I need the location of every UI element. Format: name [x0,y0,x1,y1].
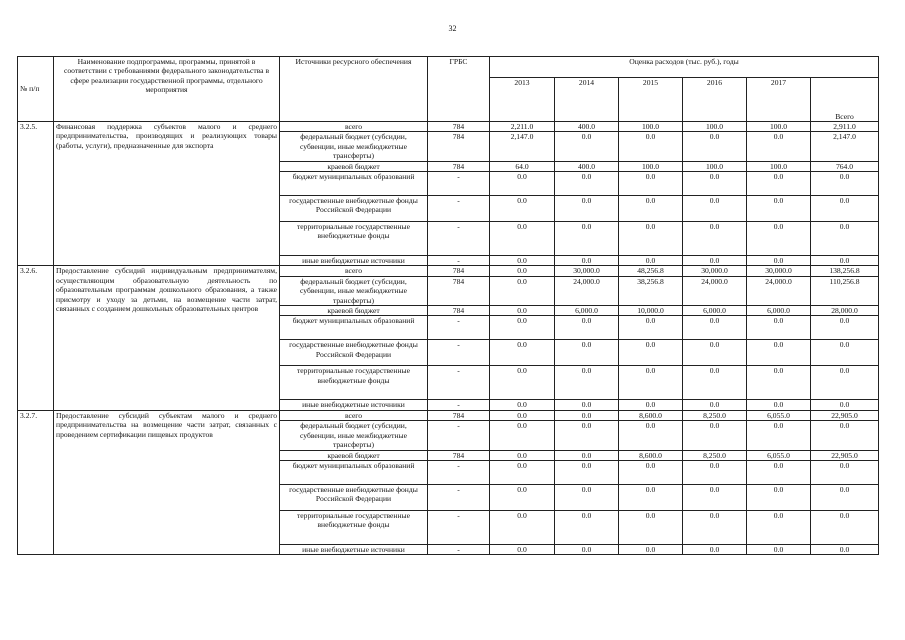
total-value: 0.0 [811,484,879,510]
year-value: 400.0 [555,122,619,132]
year-value: 8,250.0 [683,410,747,420]
year-value: 0.0 [619,196,683,222]
year-value: 0.0 [619,340,683,366]
year-value: 0.0 [490,256,555,266]
total-value: 2,147.0 [811,132,879,161]
year-value: 0.0 [683,544,747,554]
year-value: 48,256.8 [619,266,683,276]
year-value: 6,000.0 [555,306,619,316]
funding-source: всего [280,122,428,132]
year-value: 0.0 [619,510,683,544]
year-value: 0.0 [619,421,683,450]
year-value: 0.0 [747,340,811,366]
funding-source: бюджет муниципальных образований [280,172,428,196]
year-value: 2,147.0 [490,132,555,161]
funding-source: государственные внебюджетные фонды Российской Федерации [280,196,428,222]
year-value: 0.0 [555,196,619,222]
section-number: 3.2.5. [18,122,54,266]
total-value: 28,000.0 [811,306,879,316]
total-value: 0.0 [811,510,879,544]
year-value: 0.0 [747,366,811,400]
year-value: 6,000.0 [683,306,747,316]
header-sources: Источники ресурсного обеспечения [280,57,428,122]
total-value: 764.0 [811,161,879,171]
total-value: 22,905.0 [811,450,879,460]
section-number: 3.2.6. [18,266,54,410]
year-value: 0.0 [619,460,683,484]
year-value: 8,600.0 [619,410,683,420]
year-value: 30,000.0 [555,266,619,276]
total-value: 0.0 [811,366,879,400]
grbs-code: - [428,544,490,554]
total-value: 0.0 [811,544,879,554]
year-value: 0.0 [619,366,683,400]
year-value: 0.0 [490,450,555,460]
total-value: 138,256.8 [811,266,879,276]
funding-source: иные внебюджетные источники [280,400,428,410]
table-row [18,122,879,132]
year-value: 0.0 [683,421,747,450]
grbs-code: 784 [428,122,490,132]
funding-source: краевой бюджет [280,306,428,316]
section-number: 3.2.7. [18,410,54,554]
year-value: 0.0 [490,316,555,340]
year-value: 0.0 [619,400,683,410]
year-cell: 2014 [555,78,619,122]
year-value: 0.0 [683,366,747,400]
year-value: 0.0 [747,196,811,222]
total-value: 0.0 [811,222,879,256]
funding-source: всего [280,410,428,420]
year-value: 0.0 [619,256,683,266]
funding-source: территориальные государственные внебюджетные фонды [280,510,428,544]
grbs-code: - [428,196,490,222]
funding-source: краевой бюджет [280,161,428,171]
year-value: 100.0 [747,122,811,132]
year-cell: 2013 [490,78,555,122]
total-value: 0.0 [811,460,879,484]
year-value: 0.0 [619,132,683,161]
year-value: 0.0 [490,484,555,510]
grbs-code: - [428,172,490,196]
year-value: 0.0 [747,132,811,161]
funding-source: иные внебюджетные источники [280,544,428,554]
year-value: 0.0 [747,222,811,256]
year-value: 0.0 [490,510,555,544]
year-value: 0.0 [490,222,555,256]
year-value: 0.0 [747,421,811,450]
year-value: 0.0 [683,316,747,340]
year-value: 8,600.0 [619,450,683,460]
year-value: 0.0 [619,316,683,340]
year-value: 0.0 [490,306,555,316]
header-estimate: Оценка расходов (тыс. руб.), годы [490,57,879,78]
grbs-code: 784 [428,410,490,420]
year-value: 8,250.0 [683,450,747,460]
year-cell: 2016 [683,78,747,122]
year-value: 0.0 [555,410,619,420]
year-value: 0.0 [747,400,811,410]
header-grbs: ГРБС [428,57,490,122]
year-value: 0.0 [555,460,619,484]
year-value: 10,000.0 [619,306,683,316]
grbs-code: - [428,222,490,256]
funding-source: федеральный бюджет (субсидии, субвенции, иные межбюджетные трансферты) [280,276,428,305]
grbs-code: - [428,366,490,400]
year-value: 0.0 [555,316,619,340]
year-value: 0.0 [490,544,555,554]
year-value: 0.0 [619,484,683,510]
year-value: 0.0 [683,340,747,366]
year-value: 64.0 [490,161,555,171]
grbs-code: 784 [428,306,490,316]
section-name: Предоставление субсидий субъектам малого и среднего предпринимательства на возмещение части затрат, связанных с проведением сертификации пищевых продуктов [54,410,280,554]
year-value: 0.0 [683,172,747,196]
funding-source: всего [280,266,428,276]
year-value: 24,000.0 [747,276,811,305]
total-value: 0.0 [811,400,879,410]
funding-source: бюджет муниципальных образований [280,460,428,484]
grbs-code: 784 [428,161,490,171]
grbs-code: - [428,256,490,266]
year-value: 0.0 [555,172,619,196]
funding-source: краевой бюджет [280,450,428,460]
grbs-code: - [428,510,490,544]
year-value: 0.0 [490,460,555,484]
grbs-code: - [428,316,490,340]
year-value: 0.0 [747,484,811,510]
year-cell: 2015 [619,78,683,122]
total-value: 0.0 [811,340,879,366]
year-value: 0.0 [747,256,811,266]
table-row [18,410,879,420]
header-row [18,57,879,78]
grbs-code: - [428,460,490,484]
header-name: Наименование подпрограммы, программы, принятой в соответствии с требованиями федерального законодательства в сфере реализации государственной программы, отдельного мероприятия [54,57,280,122]
grbs-code: - [428,340,490,366]
total-value: 0.0 [811,421,879,450]
funding-source: государственные внебюджетные фонды Российской Федерации [280,484,428,510]
year-value: 0.0 [490,410,555,420]
year-value: 0.0 [555,340,619,366]
funding-source: территориальные государственные внебюджетные фонды [280,222,428,256]
grbs-code: 784 [428,276,490,305]
year-value: 0.0 [619,544,683,554]
total-value: 2,911.0 [811,122,879,132]
year-value: 0.0 [747,460,811,484]
year-value: 100.0 [619,161,683,171]
grbs-code: 784 [428,266,490,276]
year-value: 100.0 [747,161,811,171]
year-value: 100.0 [683,161,747,171]
year-value: 0.0 [619,222,683,256]
year-value: 0.0 [683,256,747,266]
year-value: 0.0 [555,400,619,410]
total-value: 0.0 [811,316,879,340]
grbs-code: - [428,400,490,410]
year-value: 0.0 [555,421,619,450]
section-name: Предоставление субсидий индивидуальным предпринимателям, осуществляющим образовательную деятельность по образовательным программам дошкольного образования, а также присмотру и уходу за детьми, на возмещение части затрат, связанных с созданием дошкольных образовательных центров [54,266,280,410]
year-value: 0.0 [555,132,619,161]
year-value: 6,055.0 [747,410,811,420]
year-value: 0.0 [683,196,747,222]
year-value: 0.0 [747,172,811,196]
year-total-cell: Всего [811,78,879,122]
year-value: 38,256.8 [619,276,683,305]
year-value: 6,055.0 [747,450,811,460]
year-value: 0.0 [490,276,555,305]
year-value: 400.0 [555,161,619,171]
year-value: 100.0 [619,122,683,132]
year-value: 0.0 [555,256,619,266]
year-value: 0.0 [555,222,619,256]
total-value: 0.0 [811,172,879,196]
year-value: 0.0 [683,510,747,544]
funding-source: государственные внебюджетные фонды Российской Федерации [280,340,428,366]
budget-table [17,56,879,555]
year-value: 0.0 [555,450,619,460]
year-value: 0.0 [619,172,683,196]
grbs-code: 784 [428,450,490,460]
year-value: 0.0 [683,132,747,161]
total-value: 0.0 [811,196,879,222]
section-name: Финансовая поддержка субъектов малого и среднего предпринимательства, производящих и реализующих товары (работы, услуги), предназначенные для экспорта [54,122,280,266]
grbs-code: - [428,484,490,510]
year-value: 0.0 [490,340,555,366]
grbs-code: 784 [428,132,490,161]
year-value: 0.0 [747,510,811,544]
year-value: 30,000.0 [747,266,811,276]
page-number: 32 [448,24,457,33]
year-value: 24,000.0 [555,276,619,305]
total-value: 110,256.8 [811,276,879,305]
year-value: 0.0 [683,460,747,484]
year-value: 24,000.0 [683,276,747,305]
total-value: 22,905.0 [811,410,879,420]
funding-source: территориальные государственные внебюджетные фонды [280,366,428,400]
funding-source: иные внебюджетные источники [280,256,428,266]
funding-source: бюджет муниципальных образований [280,316,428,340]
grbs-code: - [428,421,490,450]
year-value: 0.0 [490,266,555,276]
year-value: 0.0 [490,172,555,196]
year-value: 0.0 [555,484,619,510]
total-value: 0.0 [811,256,879,266]
year-value: 0.0 [490,196,555,222]
header-num: № п/п [18,57,54,122]
table-row [18,266,879,276]
year-value: 6,000.0 [747,306,811,316]
year-value: 0.0 [683,222,747,256]
funding-source: федеральный бюджет (субсидии, субвенции, иные межбюджетные трансферты) [280,132,428,161]
year-value: 0.0 [683,400,747,410]
year-value: 0.0 [555,510,619,544]
year-value: 2,211.0 [490,122,555,132]
year-value: 30,000.0 [683,266,747,276]
year-value: 0.0 [490,366,555,400]
year-value: 0.0 [490,421,555,450]
year-value: 0.0 [683,484,747,510]
year-value: 0.0 [747,316,811,340]
year-cell: 2017 [747,78,811,122]
year-value: 100.0 [683,122,747,132]
year-value: 0.0 [490,400,555,410]
funding-source: федеральный бюджет (субсидии, субвенции, иные межбюджетные трансферты) [280,421,428,450]
year-value: 0.0 [555,544,619,554]
year-value: 0.0 [747,544,811,554]
year-value: 0.0 [555,366,619,400]
